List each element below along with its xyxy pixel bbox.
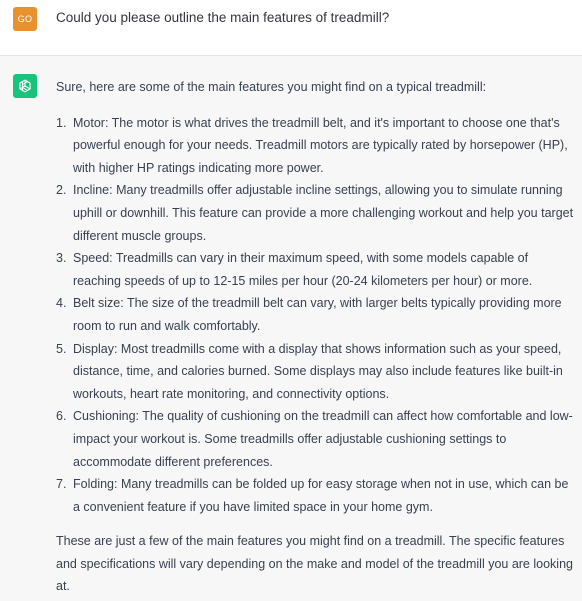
list-item <box>56 247 578 292</box>
assistant-message-content <box>56 76 578 598</box>
list-item <box>56 179 578 247</box>
list-item <box>56 405 578 473</box>
list-item <box>56 292 578 337</box>
assistant-message-row <box>0 56 582 601</box>
list-item-text: Incline: Many treadmills offer adjustable incline settings, allowing you to simulate running uphill or downhill. This feature can provide a more challenging workout and help you target different muscle groups. <box>73 183 574 243</box>
list-item-text: Display: Most treadmills come with a display that shows information such as your speed, distance, time, and calories burned. Some displays may also include features like built-in workouts, heart rate monitoring, and connectivity options. <box>73 341 563 401</box>
list-item-number: 5. <box>56 341 67 356</box>
list-item-number: 4. <box>56 296 67 311</box>
list-item-text: Folding: Many treadmills can be folded up for easy storage when not in use, which can be a convenient feature if you have limited space in your home gym. <box>73 477 569 514</box>
assistant-intro: Sure, here are some of the main features you might find on a typical treadmill: <box>56 80 487 94</box>
list-item-number: 7. <box>56 477 67 492</box>
assistant-avatar <box>13 74 37 98</box>
list-item-text: Speed: Treadmills can vary in their maximum speed, with some models capable of reaching speeds of up to 12-15 miles per hour (20-24 kilometers per hour) or more. <box>73 251 533 288</box>
list-item-text: Cushioning: The quality of cushioning on the treadmill can affect how comfortable and low-impact your workout is. Some treadmills offer adjustable cushioning settings to accommodate different preferences. <box>73 409 573 469</box>
list-item-number: 2. <box>56 183 67 198</box>
user-message-text: Could you please outline the main features of treadmill? <box>56 10 390 25</box>
list-item-number: 6. <box>56 409 67 424</box>
list-item <box>56 338 578 406</box>
list-item <box>56 112 578 180</box>
list-item-text: Belt size: The size of the treadmill belt can vary, with larger belts typically providing more room to run and walk comfortably. <box>73 296 562 333</box>
list-item-number: 1. <box>56 115 67 130</box>
list-item <box>56 473 578 518</box>
user-avatar: GO <box>13 7 37 31</box>
user-message-row <box>0 0 582 56</box>
list-item-text: Motor: The motor is what drives the treadmill belt, and it's important to choose one that's powerful enough for your needs. Treadmill motors are typically rated by horsepower (HP), with higher HP ratings indicating more power. <box>73 115 568 175</box>
feature-list <box>56 112 578 519</box>
assistant-outro: These are just a few of the main features you might find on a treadmill. The specific features and specifications will vary depending on the make and model of the treadmill you are looking at. <box>56 534 573 594</box>
openai-logo-icon <box>17 78 33 94</box>
list-item-number: 3. <box>56 251 67 266</box>
